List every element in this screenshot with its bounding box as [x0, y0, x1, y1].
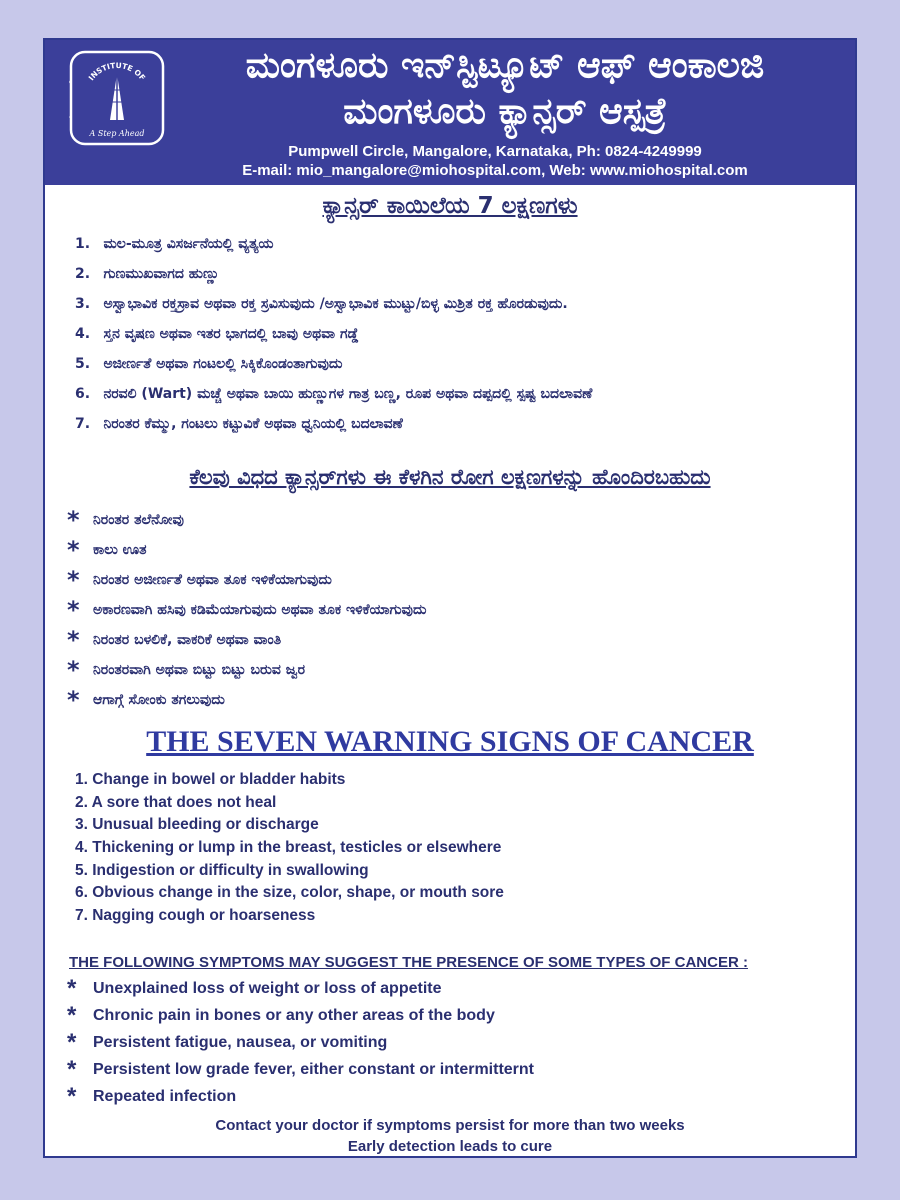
hospital-name-kannada-line1: ಮಂಗಳೂರು ಇನ್‌ಸ್ಟಿಟ್ಯೂಟ್ ಆಫ್ ಆಂಕಾಲಜಿ [245, 45, 765, 86]
english-signs-heading: THE SEVEN WARNING SIGNS OF CANCER [146, 725, 754, 758]
list-item [67, 505, 837, 535]
list-item: 5. Indigestion or difficulty in swallowing [75, 861, 369, 879]
list-item [67, 1056, 837, 1083]
item-text: ಅಜೀರ್ಣತೆ ಅಥವಾ ಗಂಟಲಲ್ಲಿ ಸಿಕ್ಕಿಕೊಂಡಂತಾಗುವುದು [103, 356, 343, 372]
poster [43, 38, 857, 1158]
asterisk-bullet-icon: * [67, 506, 80, 534]
kannada-symptoms-heading: ಕೆಲವು ವಿಧದ ಕ್ಯಾನ್ಸರ್‌ಗಳು ಈ ಕೆಳಗಿನ ರೋಗ ಲಕ್ಷಣಗಳನ್ನು ಹೊಂದಿರಬಹುದು [189, 465, 711, 489]
item-text: Persistent low grade fever, either constant or intermitternt [93, 1060, 534, 1078]
item-number: 2. [75, 266, 91, 282]
item-number: 6. [75, 386, 91, 402]
hospital-address: Pumpwell Circle, Mangalore, Karnataka, Ph: 0824-4249999 [288, 143, 702, 160]
item-text: ಆಗಾಗ್ಗೆ ಸೋಂಕು ತಗಲುವುದು [93, 692, 225, 708]
asterisk-bullet-icon: * [67, 1083, 77, 1110]
item-text: ಸ್ತನ ವೃಷಣ ಅಥವಾ ಇತರ ಭಾಗದಲ್ಲಿ ಬಾವು ಅಥವಾ ಗಡ್ಡೆ [103, 326, 359, 342]
item-number: 1. [75, 236, 91, 252]
list-item [75, 229, 835, 259]
asterisk-bullet-icon: * [67, 536, 80, 564]
list-item [67, 565, 837, 595]
item-text: ನಿರಂತರ ಅಜೀರ್ಣತೆ ಅಥವಾ ತೂಕ ಇಳಿಕೆಯಾಗುವುದು [93, 572, 332, 588]
list-item [75, 379, 835, 409]
asterisk-bullet-icon: * [67, 1002, 77, 1029]
item-text: ಅಕಾರಣವಾಗಿ ಹಸಿವು ಕಡಿಮೆಯಾಗುವುದು ಅಥವಾ ತೂಕ ಇಳಿಕೆಯಾಗುವುದು [93, 602, 427, 618]
list-item [67, 685, 837, 715]
kannada-signs-heading: ಕ್ಯಾನ್ಸರ್ ಕಾಯಿಲೆಯ 7 ಲಕ್ಷಣಗಳು [322, 193, 578, 219]
asterisk-bullet-icon: * [67, 1029, 77, 1056]
item-number: 3. [75, 296, 91, 312]
english-signs-list [75, 769, 835, 928]
list-item [75, 409, 835, 439]
item-text: ಮಲ-ಮೂತ್ರ ವಿಸರ್ಜನೆಯಲ್ಲಿ ವ್ಯತ್ಯಯ [103, 236, 274, 252]
asterisk-bullet-icon: * [67, 1056, 77, 1083]
item-text: Unexplained loss of weight or loss of appetite [93, 979, 442, 997]
asterisk-bullet-icon: * [67, 596, 80, 624]
list-item [67, 655, 837, 685]
hospital-name-kannada-line2: ಮಂಗಳೂರು ಕ್ಯಾನ್ಸರ್ ಆಸ್ಪತ್ರೆ [343, 91, 667, 132]
item-text: Persistent fatigue, nausea, or vomiting [93, 1033, 388, 1051]
item-number: 5. [75, 356, 91, 372]
list-item: 6. Obvious change in the size, color, shape, or mouth sore [75, 884, 504, 902]
list-item [67, 1029, 837, 1056]
list-item [67, 595, 837, 625]
list-item: 2. A sore that does not heal [75, 793, 277, 811]
asterisk-bullet-icon: * [67, 686, 80, 714]
english-symptoms-list [67, 975, 837, 1110]
item-number: 4. [75, 326, 91, 342]
list-item [75, 289, 835, 319]
header-banner [45, 40, 855, 185]
english-symptoms-heading: THE FOLLOWING SYMPTOMS MAY SUGGEST THE PRESENCE OF SOME TYPES OF CANCER : [69, 954, 748, 971]
kannada-signs-list [75, 229, 835, 439]
logo-tagline: A Step Ahead [89, 129, 145, 138]
item-text: ನಿರಂತರ ಕೆಮ್ಮು, ಗಂಟಲು ಕಟ್ಟುವಿಕೆ ಅಥವಾ ಧ್ವನಿಯಲ್ಲಿ ಬದಲಾವಣೆ [103, 416, 403, 432]
footer-early-detection: Early detection leads to cure [347, 1138, 553, 1155]
item-text: Repeated infection [93, 1087, 237, 1105]
item-text: Chronic pain in bones or any other areas of the body [93, 1006, 495, 1024]
item-text: ಗುಣಮುಖವಾಗದ ಹುಣ್ಣು [103, 266, 220, 282]
asterisk-bullet-icon: * [67, 975, 77, 1002]
list-item [75, 259, 835, 289]
list-item [75, 319, 835, 349]
list-item: 1. Change in bowel or bladder habits [75, 771, 346, 788]
item-text: ಅಸ್ವಾಭಾವಿಕ ರಕ್ತಸ್ರಾವ ಅಥವಾ ರಕ್ತ ಸ್ರವಿಸುವುದು /ಅಸ್ವಾಭಾವಿಕ ಮುಟ್ಟು/ಬಿಳ್ಳ ಮಿಶ್ರಿತ ರಕ್ತ ಹೊರಡುವುದು. [103, 296, 568, 312]
item-text: ನಿರಂತರ ಬಳಲಿಕೆ, ವಾಕರಿಕೆ ಅಥವಾ ವಾಂತಿ [93, 632, 282, 648]
logo-text-top: INSTITUTE OF [86, 60, 148, 83]
item-text: ನರವಲಿ (Wart) ಮಚ್ಚೆ ಅಥವಾ ಬಾಯಿ ಹುಣ್ಣುಗಳ ಗಾತ್ರ ಬಣ್ಣ, ರೂಪ ಅಥವಾ ದಪ್ಪದಲ್ಲಿ ಸ್ಪಷ್ಟ ಬದಲಾವಣೆ [103, 386, 593, 402]
kannada-symptoms-list [67, 505, 837, 715]
list-item [67, 535, 837, 565]
list-item [75, 349, 835, 379]
hospital-logo [69, 50, 165, 146]
list-item: 3. Unusual bleeding or discharge [75, 816, 319, 834]
asterisk-bullet-icon: * [67, 626, 80, 654]
item-text: ಕಾಲು ಊತ [93, 542, 147, 558]
list-item: 7. Nagging cough or hoarseness [75, 907, 316, 925]
footer-contact-note: Contact your doctor if symptoms persist for more than two weeks [215, 1117, 685, 1134]
hospital-contact: E-mail: mio_mangalore@miohospital.com, Web: www.miohospital.com [242, 162, 748, 179]
list-item [67, 1083, 837, 1110]
asterisk-bullet-icon: * [67, 656, 80, 684]
list-item: 4. Thickening or lump in the breast, testicles or elsewhere [75, 839, 502, 857]
asterisk-bullet-icon: * [67, 566, 80, 594]
item-text: ನಿರಂತರವಾಗಿ ಅಥವಾ ಬಿಟ್ಟು ಬಿಟ್ಟು ಬರುವ ಜ್ವರ [93, 662, 306, 678]
list-item [67, 1002, 837, 1029]
list-item [67, 625, 837, 655]
item-text: ನಿರಂತರ ತಲೆನೋವು [93, 512, 184, 528]
item-number: 7. [75, 416, 91, 432]
list-item [67, 975, 837, 1002]
